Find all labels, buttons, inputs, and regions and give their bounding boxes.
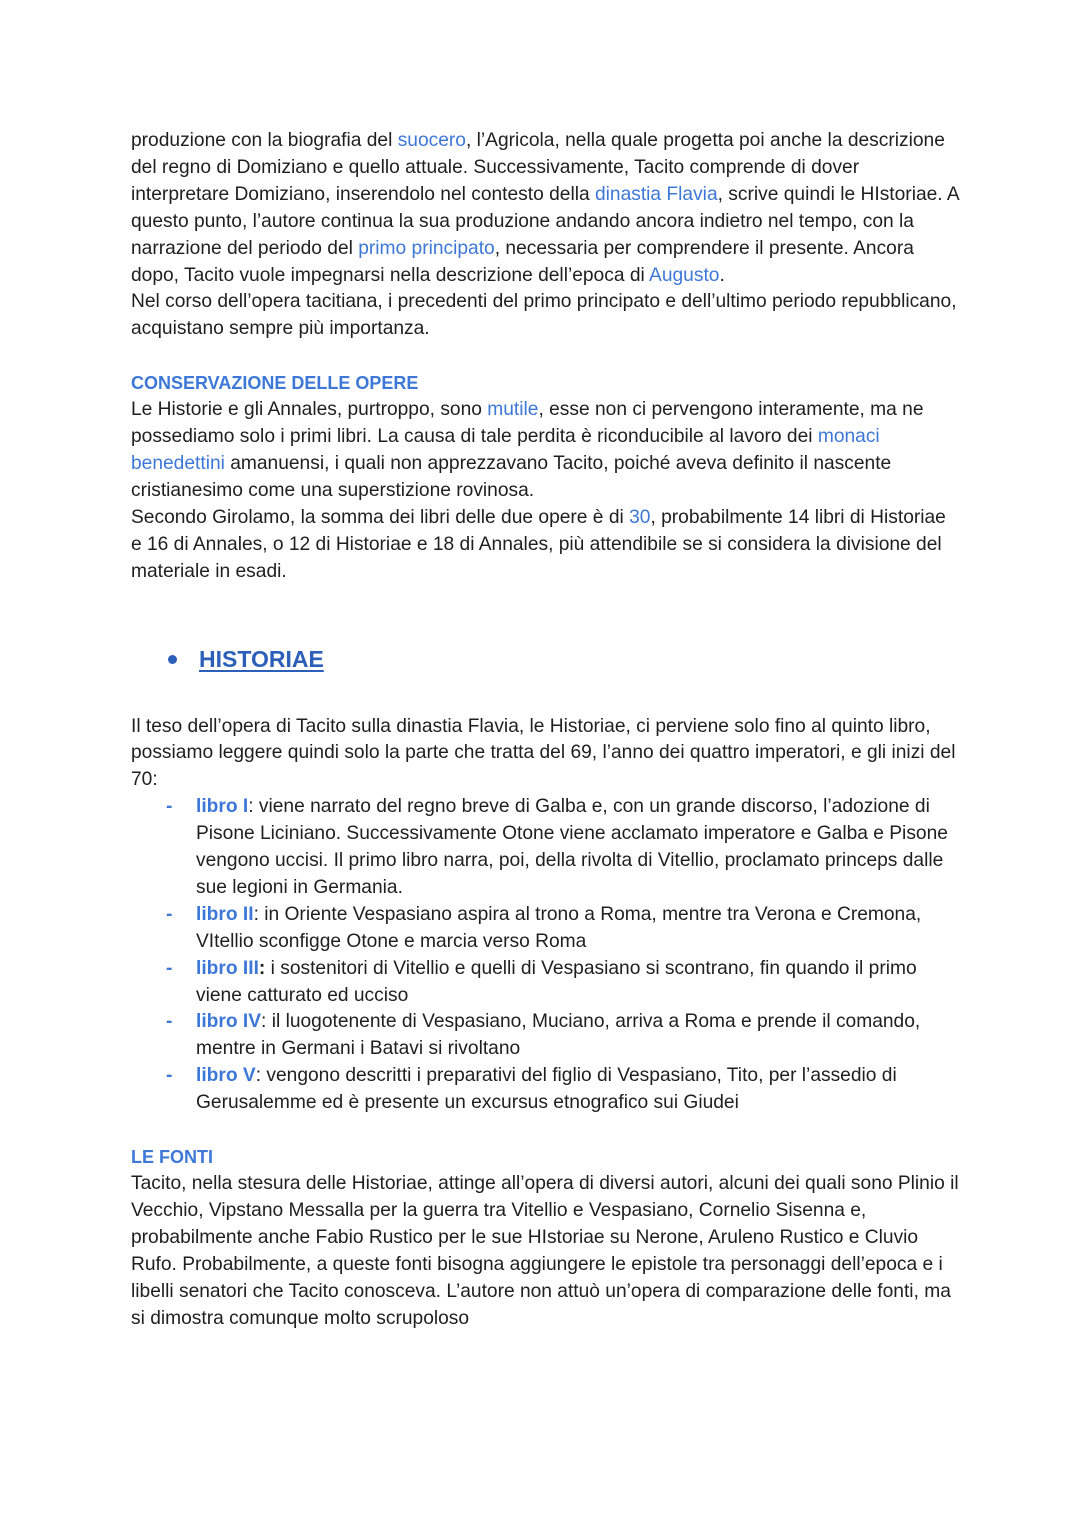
libro-text: i sostenitori di Vitellio e quelli di Vespasiano si scontrano, fin quando il primo viene catturato ed ucciso <box>196 957 917 1006</box>
dash-icon: - <box>166 957 173 979</box>
link-30[interactable]: 30 <box>629 506 651 528</box>
dash-icon: - <box>166 1065 173 1087</box>
text-run: , esse non ci pervengono interamente, ma ne possediamo solo i primi libri. La causa di tale perdita è riconducibile al lavoro dei <box>131 399 924 448</box>
link-suocero[interactable]: suocero <box>397 130 466 151</box>
link-mutile[interactable]: mutile <box>487 399 539 421</box>
list-item <box>131 794 961 902</box>
bullet-icon <box>168 655 177 664</box>
document-page <box>131 128 961 1332</box>
separator: : <box>248 796 254 818</box>
text-run: Le Historie e gli Annales, purtroppo, sono <box>131 399 488 421</box>
heading-conservazione: CONSERVAZIONE DELLE OPERE <box>131 373 419 394</box>
fonti-paragraph: Tacito, nella stesura delle Historiae, attinge all’opera di diversi autori, alcuni dei quali sono Plinio il Vecchio, Vipstano Messalla per la guerra tra Vitellio e Vespasiano, Cornelio Sisenna e, probabilmente anche Fabio Rustico per le sue HIstoriae su Nerone, Aruleno Rustico e Cluvio Rufo. Probabilmente, a queste fonti bisogna aggiungere le epistole tra personaggi dell’epoca e i libelli senatori che Tacito conosceva. L’autore non attuò un’opera di comparazione delle fonti, ma si dimostra comunque molto scrupoloso <box>131 1173 959 1329</box>
libro-text: il luogotenente di Vespasiano, Muciano, arriva a Roma e prende il comando, mentre in Germani i Batavi si rivoltano <box>196 1011 921 1060</box>
list-item <box>131 1009 961 1063</box>
libro-label: libro III <box>196 957 259 979</box>
link-dinastia-flavia[interactable]: dinastia Flavia <box>594 183 718 205</box>
conservazione-paragraph <box>131 397 961 505</box>
text-run: , necessaria per comprendere il presente. Ancora dopo, Tacito vuole impegnarsi nella descrizione dell’epoca di <box>131 237 914 286</box>
dash-icon: - <box>166 796 173 818</box>
separator: : <box>255 1065 262 1087</box>
text-run: , probabilmente 14 libri di Historiae e 16 di Annales, o 12 di Historiae e 18 di Annales, più attendibile se si considera la divisione del materiale in esadi. <box>131 506 946 582</box>
dash-icon: - <box>166 1011 173 1033</box>
separator: : <box>261 1011 267 1033</box>
libro-label: libro I <box>196 796 249 818</box>
separator: : <box>253 903 259 925</box>
separator: : <box>258 957 266 979</box>
girolamo-paragraph <box>131 505 961 586</box>
text-run: amanuensi, i quali non apprezzavano Tacito, poiché aveva definito il nascente cristianesimo come una superstizione rovinosa. <box>131 452 892 501</box>
libro-text: in Oriente Vespasiano aspira al trono a Roma, mentre tra Verona e Cremona, VItellio sconfigge Otone e marcia verso Roma <box>196 903 922 952</box>
libro-label: libro II <box>196 903 254 925</box>
list-item <box>131 902 961 956</box>
section-historiae-heading <box>131 640 961 680</box>
intro-paragraph <box>131 128 961 289</box>
text-run: . <box>719 264 725 286</box>
intro-paragraph-2: Nel corso dell’opera tacitiana, i precedenti del primo principato e dell’ultimo periodo repubblicano, acquistano sempre più importanza. <box>131 291 957 340</box>
text-run: , scrive quindi le HIstoriae. A questo punto, l’autore continua la sua produzione andando ancora indietro nel tempo, con la narrazione del periodo del <box>131 183 959 259</box>
libri-list <box>131 794 961 1117</box>
libro-label: libro V <box>196 1065 256 1087</box>
link-monaci-benedettini[interactable]: monaci benedettini <box>131 426 880 474</box>
link-augusto[interactable]: Augusto <box>649 264 720 286</box>
libro-text: viene narrato del regno breve di Galba e, con un grande discorso, l’adozione di Pisone Liciniano. Successivamente Otone viene acclamato imperatore e Galba e Pisone vengono uccisi. Il primo libro narra, poi, della rivolta di Vitellio, proclamato princeps dalle sue legioni in Germania. <box>196 796 948 898</box>
text-run: , l’Agricola, nella quale progetta poi anche la descrizione del regno di Domiziano e quello attuale. Successivamente, Tacito comprende di dover interpretare Domiziano, inserendolo nel contesto della <box>131 130 945 205</box>
historiae-intro: Il teso dell’opera di Tacito sulla dinastia Flavia, le Historiae, ci perviene solo fino al quinto libro, possiamo leggere quindi solo la parte che tratta del 69, l’anno dei quattro imperatori, e gli inizi del 70: <box>131 715 956 791</box>
text-run: produzione con la biografia del <box>131 130 398 151</box>
list-item <box>131 1063 961 1117</box>
list-item <box>131 956 961 1010</box>
link-primo-principato[interactable]: primo principato <box>358 237 495 259</box>
historiae-title[interactable]: HISTORIAE <box>199 646 324 672</box>
libro-label: libro IV <box>196 1011 262 1033</box>
text-run: Secondo Girolamo, la somma dei libri delle due opere è di <box>131 506 630 528</box>
heading-fonti: LE FONTI <box>131 1147 213 1168</box>
dash-icon: - <box>166 903 173 925</box>
libro-text: vengono descritti i preparativi del figlio di Vespasiano, Tito, per l’assedio di Gerusalemme ed è presente un excursus etnografico sui Giudei <box>196 1065 897 1114</box>
